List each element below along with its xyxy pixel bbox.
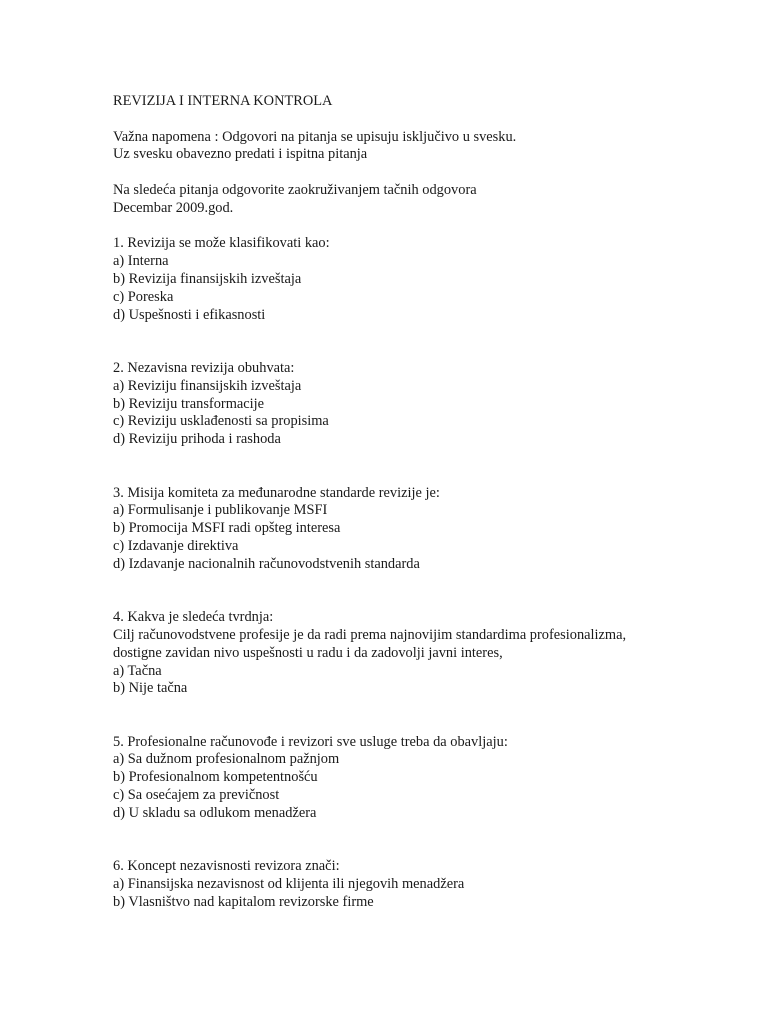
question-text: 6. Koncept nezavisnosti revizora znači: [113,858,340,875]
answer-option: a) Formulisanje i publikovanje MSFI [113,502,328,519]
exam-date: Decembar 2009.god. [113,199,234,216]
question-4 [113,609,743,698]
answer-option: d) Reviziju prihoda i rashoda [113,431,281,448]
important-note [113,129,743,165]
answer-option: c) Reviziju usklađenosti sa propisima [113,413,329,430]
answer-option: b) Nije tačna [113,680,188,697]
answer-option: c) Sa osećajem za previčnost [113,787,280,804]
question-text: 5. Profesionalne računovođe i revizori sve usluge treba da obavljaju: [113,733,508,750]
answer-option: a) Tačna [113,662,162,679]
answer-option: b) Reviziju transformacije [113,395,265,412]
note-line: Važna napomena : Odgovori na pitanja se upisuju isključivo u svesku. [113,128,517,145]
answer-option: c) Poreska [113,288,174,305]
question-text: 2. Nezavisna revizija obuhvata: [113,359,295,376]
question-text: 1. Revizija se može klasifikovati kao: [113,235,330,252]
question-5 [113,734,743,823]
question-text: 4. Kakva je sledeća tvrdnja: [113,609,274,626]
question-statement: dostigne zavidan nivo uspešnosti u radu i da zadovolji javni interes, [113,644,503,661]
question-2 [113,360,743,449]
answer-option: a) Reviziju finansijskih izveštaja [113,377,302,394]
instructions [113,182,743,218]
answer-option: b) Revizija finansijskih izveštaja [113,270,302,287]
answer-option: b) Vlasništvo nad kapitalom revizorske firme [113,893,374,910]
question-6 [113,858,743,911]
answer-option: b) Promocija MSFI radi opšteg interesa [113,520,341,537]
question-3 [113,485,743,574]
answer-option: a) Finansijska nezavisnost od klijenta ili njegovih menadžera [113,876,465,893]
question-text: 3. Misija komiteta za međunarodne standarde revizije je: [113,484,440,501]
instruction-line: Na sledeća pitanja odgovorite zaokruživanjem tačnih odgovora [113,181,477,198]
answer-option: b) Profesionalnom kompetentnošću [113,769,318,786]
question-1 [113,235,743,324]
answer-option: c) Izdavanje direktiva [113,537,239,554]
document-page [113,93,743,912]
answer-option: d) U skladu sa odlukom menadžera [113,804,317,821]
answer-option: a) Sa dužnom profesionalnom pažnjom [113,751,340,768]
answer-option: d) Izdavanje nacionalnih računovodstvenih standarda [113,555,420,572]
note-line: Uz svesku obavezno predati i ispitna pitanja [113,146,368,163]
answer-option: a) Interna [113,253,169,270]
question-statement: Cilj računovodstvene profesije je da radi prema najnovijim standardima profesionalizma, [113,626,627,643]
answer-option: d) Uspešnosti i efikasnosti [113,306,266,323]
document-title: REVIZIJA I INTERNA KONTROLA [113,93,333,109]
